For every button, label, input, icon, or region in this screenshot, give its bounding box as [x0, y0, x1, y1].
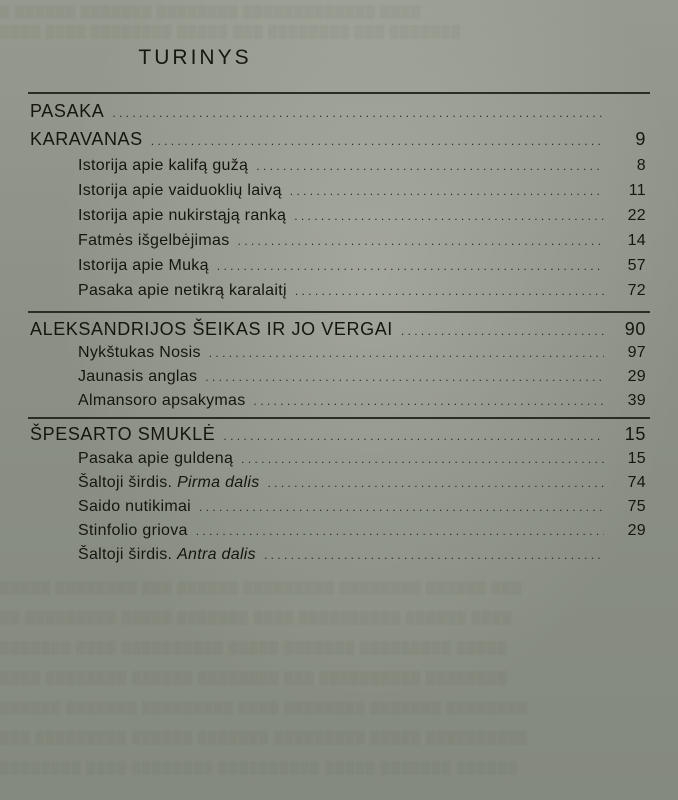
toc-entry-label: Stinfolio griova [78, 522, 188, 539]
dot-leader [238, 234, 604, 248]
toc-entry[interactable] [78, 182, 646, 206]
toc-page-number: 8 [636, 157, 646, 174]
toc-entry[interactable] [78, 498, 646, 522]
toc-entry-label: ŠPESARTO SMUKLĖ [30, 424, 216, 444]
toc-entry-label: PASAKA [30, 101, 105, 121]
section-divider [28, 311, 650, 313]
toc-entry[interactable] [78, 392, 646, 416]
dot-leader [294, 209, 604, 223]
toc-entry-label: Almansoro apsakymas [78, 392, 246, 409]
dot-leader [290, 184, 604, 198]
toc-page-number: 74 [627, 474, 646, 491]
toc-entry[interactable] [78, 232, 646, 256]
toc-page-number: 22 [627, 207, 646, 224]
dot-leader [241, 452, 604, 466]
dot-leader [199, 500, 604, 514]
toc-page-number: 57 [627, 257, 646, 274]
toc-entry-label: Istorija apie vaiduoklių laivą [78, 182, 282, 199]
section-divider [28, 92, 650, 94]
toc-entry-label: Fatmės išgelbėjimas [78, 232, 230, 249]
bleed-through-text: ▒▒▒▒▒▒ ▒▒▒▒▒▒▒ ▒▒▒▒▒▒▒▒▒ ▒▒▒▒ ▒▒▒▒▒▒▒▒ ▒▒▒▒▒▒▒ ▒▒▒▒▒▒▒▒ [0, 700, 528, 715]
dot-leader [209, 346, 604, 360]
toc-entry[interactable] [78, 522, 646, 546]
bleed-through-text: ▒ ▒▒▒▒▒▒ ▒▒▒▒▒▒▒ ▒▒▒▒▒▒▒▒ ▒▒▒▒▒▒▒▒▒▒▒▒▒ ▒▒▒▒ [0, 4, 422, 19]
toc-entry-label: Istorija apie nukirstąją ranką [78, 207, 287, 224]
toc-entry-label: KARAVANAS [30, 129, 143, 149]
toc-entry-label: Pasaka apie netikrą karalaitį [78, 282, 287, 299]
toc-page-number: 11 [628, 182, 646, 199]
dot-leader [401, 324, 604, 338]
dot-leader [151, 134, 604, 148]
dot-leader [268, 476, 605, 490]
toc-entry[interactable] [78, 368, 646, 392]
dot-leader [256, 159, 604, 173]
bleed-through-text: ▒▒▒▒ ▒▒▒▒ ▒▒▒▒▒▒▒▒ ▒▒▒▒▒ ▒▒▒ ▒▒▒▒▒▒▒▒ ▒▒▒ ▒▒▒▒▒▒▒ [0, 24, 462, 39]
toc-entry-spesarto-smukle[interactable] [30, 424, 646, 448]
bleed-through-text: ▒▒▒▒▒▒▒ ▒▒▒▒ ▒▒▒▒▒▒▒▒▒▒ ▒▒▒▒▒ ▒▒▒▒▒▒▒ ▒▒▒▒▒▒▒▒▒ ▒▒▒▒▒ [0, 640, 508, 655]
bleed-through-text: ▒▒▒▒▒▒▒▒ ▒▒▒▒ ▒▒▒▒▒▒▒▒ ▒▒▒▒▒▒▒▒▒▒ ▒▒▒▒▒ ▒▒▒▒▒▒▒ ▒▒▒▒▒▒ [0, 760, 518, 775]
toc-page-number: 97 [627, 344, 646, 361]
toc-page-number: 72 [627, 282, 646, 299]
dot-leader [254, 394, 604, 408]
section-divider [28, 417, 650, 419]
toc-entry-label-main: Šaltoji širdis. [78, 546, 173, 563]
toc-page-number: 29 [627, 522, 646, 539]
bleed-through-text: ▒▒ ▒▒▒▒▒▒▒▒▒ ▒▒▒▒▒ ▒▒▒▒▒▒▒ ▒▒▒▒ ▒▒▒▒▒▒▒▒▒▒ ▒▒▒▒▒▒ ▒▒▒▒ [0, 610, 513, 625]
toc-entry[interactable] [78, 344, 646, 368]
toc-entry-label-italic: Antra dalis [177, 546, 256, 563]
toc-page-number: 9 [635, 129, 646, 149]
toc-page-number: 29 [627, 368, 646, 385]
toc-entry-pasaka[interactable] [30, 101, 646, 125]
bleed-through-text: ▒▒▒ ▒▒▒▒▒▒▒▒▒ ▒▒▒▒▒▒ ▒▒▒▒▒▒▒ ▒▒▒▒▒▒▒▒▒ ▒▒▒▒▒ ▒▒▒▒▒▒▒▒▒▒ [0, 730, 528, 745]
bleed-through-text: ▒▒▒▒▒ ▒▒▒▒▒▒▒▒ ▒▒▒ ▒▒▒▒▒▒ ▒▒▒▒▒▒▒▒▒ ▒▒▒▒▒▒▒▒ ▒▒▒▒▒▒ ▒▒▒ [0, 580, 523, 595]
toc-entry[interactable] [78, 450, 646, 474]
toc-entry-label: Nykštukas Nosis [78, 344, 201, 361]
dot-leader [264, 548, 604, 562]
bleed-through-text: ▒▒▒▒ ▒▒▒▒▒▒▒▒ ▒▒▒▒▒▒ ▒▒▒▒▒▒▒▒ ▒▒▒ ▒▒▒▒▒▒▒▒▒▒ ▒▒▒▒▒▒▒▒ [0, 670, 508, 685]
dot-leader [112, 106, 604, 120]
dot-leader [205, 370, 604, 384]
toc-entry-label-main: Šaltoji širdis. [78, 474, 173, 491]
toc-entry-label-italic: Pirma dalis [177, 474, 260, 491]
dot-leader [223, 429, 604, 443]
toc-entry-label: ALEKSANDRIJOS ŠEIKAS IR JO VERGAI [30, 319, 393, 339]
toc-page-number: 15 [624, 424, 646, 444]
toc-page-number: 39 [627, 392, 646, 409]
toc-entry-label: Istorija apie kalifą gužą [78, 157, 249, 174]
toc-page-number: 14 [627, 232, 646, 249]
toc-entry[interactable] [78, 257, 646, 281]
toc-entry[interactable] [78, 207, 646, 231]
dot-leader [196, 524, 604, 538]
toc-entry-label: Istorija apie Muką [78, 257, 209, 274]
dot-leader [295, 284, 604, 298]
toc-page-number: 75 [627, 498, 646, 515]
dot-leader [217, 259, 604, 273]
toc-page-number: 15 [627, 450, 646, 467]
toc-entry-label: Saido nutikimai [78, 498, 191, 515]
toc-entry-label: Pasaka apie guldeną [78, 450, 234, 467]
toc-entry-label: Jaunasis anglas [78, 368, 198, 385]
toc-entry-aleksandrijos-seikas[interactable] [30, 319, 646, 343]
toc-entry[interactable] [78, 157, 646, 181]
toc-entry[interactable] [78, 282, 646, 306]
page-title: TURINYS [138, 46, 252, 69]
toc-entry-label [78, 546, 256, 564]
toc-page-number: 90 [624, 319, 646, 339]
toc-entry[interactable] [78, 474, 646, 498]
toc-entry[interactable] [78, 546, 646, 570]
toc-entry-label [78, 474, 260, 492]
toc-entry-karavanas[interactable] [30, 129, 646, 153]
